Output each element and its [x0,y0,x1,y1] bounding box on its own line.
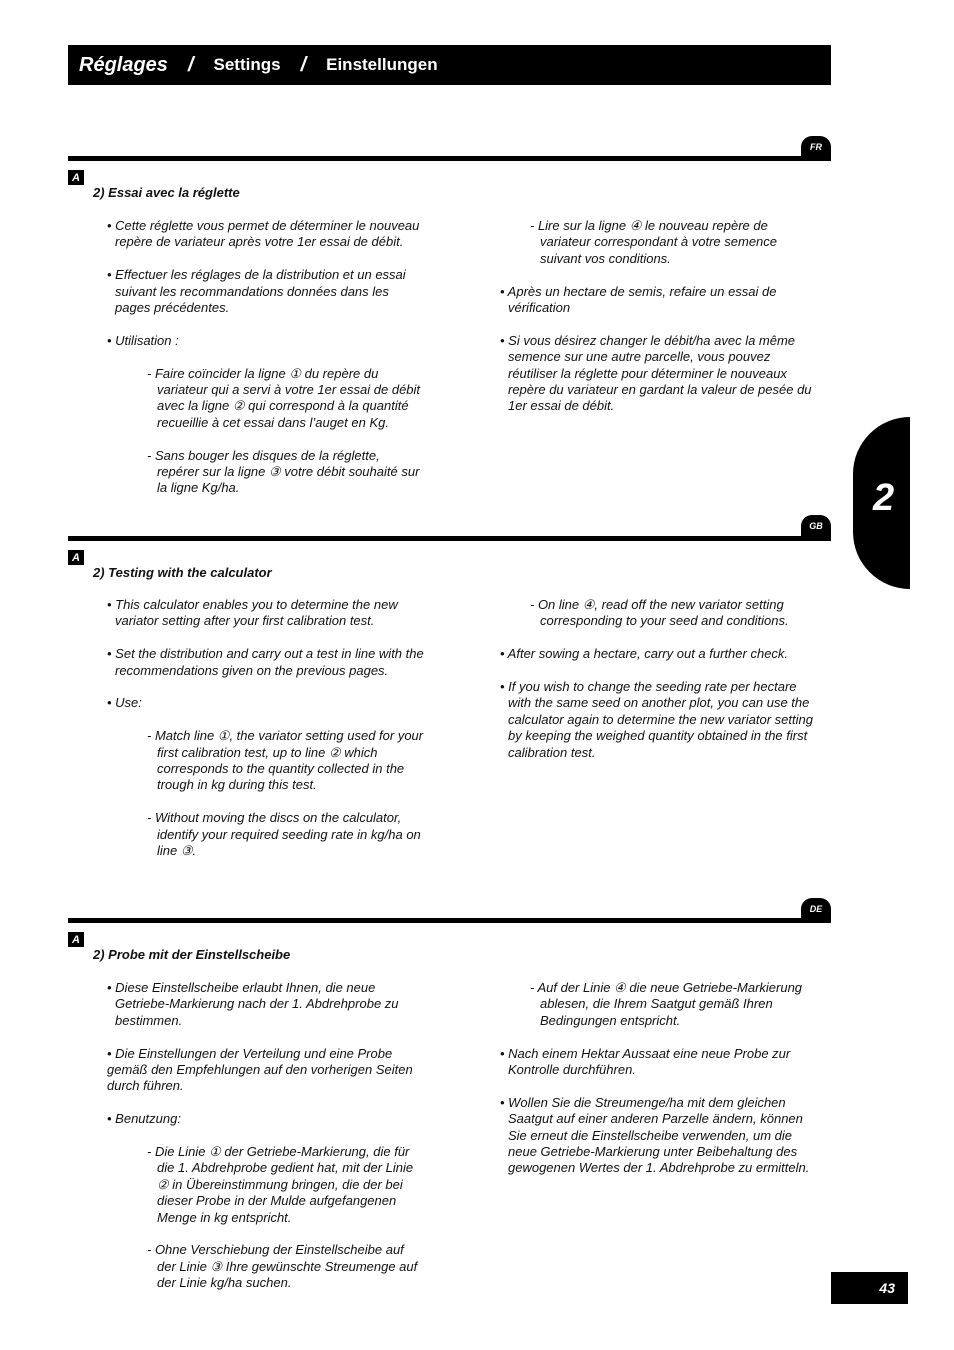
subtitle-fr: 2) Essai avec la réglette [93,185,240,200]
subtitle-gb: 2) Testing with the calculator [93,565,272,580]
section-letter-gb: A [68,550,84,565]
paragraph: - Ohne Verschiebung der Einstellscheibe auf der Linie ③ Ihre gewünschte Streumenge auf der Linie kg/ha suchen. [147,1242,418,1291]
paragraph: - Die Linie ① der Getriebe-Markierung, die für die 1. Abdrehprobe gedient hat, mit der Linie ② in Übereinstimmung bringen, die der bei dieser Probe in der Mulde aufgefangenen Menge in kg entspricht. [147,1144,414,1225]
column-right-fr [500,218,818,431]
column-left-de [107,980,425,1308]
header-title-fr: Réglages [79,53,168,76]
subtitle-de: 2) Probe mit der Einstellscheibe [93,947,291,962]
paragraph: - Lire sur la ligne ④ le nouveau repère de variateur correspondant à votre semence suivant vos conditions. [530,218,778,266]
paragraph: • This calculator enables you to determine the new variator setting after your first calibration test. [107,597,398,629]
section-rule-de [68,918,831,923]
paragraph: • Cette réglette vous permet de déterminer le nouveau repère de variateur après votre 1er essai de débit. [107,218,420,250]
chapter-tab [853,417,910,589]
chapter-number: 2 [873,477,895,519]
paragraph: • Set the distribution and carry out a test in line with the recommendations given on the previous pages. [107,646,424,678]
paragraph: • Diese Einstellscheibe erlaubt Ihnen, die neue Getriebe-Markierung nach der 1. Abdrehprobe zu bestimmen. [107,980,399,1028]
paragraph: • If you wish to change the seeding rate per hectare with the same seed on another plot, you can use the calculator again to determine the new variator setting by keeping the weighed quantity obtained in the first calibration test. [500,679,813,760]
paragraph: • Benutzung: [107,1111,181,1127]
paragraph: • Die Einstellungen der Verteilung und eine Probe gemäß den Empfehlungen auf den vorherigen Seiten durch führen. [107,1045,413,1094]
paragraph: - Without moving the discs on the calculator, identify your required seeding rate in kg/ha on line ③. [147,810,421,859]
section-rule-fr [68,156,831,161]
column-right-de [500,980,818,1193]
paragraph: • Use: [107,695,142,711]
lang-badge-gb: GB [801,515,831,537]
section-rule-gb [68,536,831,541]
paragraph: - Auf der Linie ④ die neue Getriebe-Markierung ablesen, die Ihrem Saatgut gemäß Ihren Bedingungen entspricht. [530,980,803,1028]
section-letter-de: A [68,932,84,947]
column-left-fr [107,218,425,513]
paragraph: - Match line ①, the variator setting used for your first calibration test, up to line ② which corresponds to the quantity collected in the trough in kg during this test. [147,728,424,793]
lang-badge-fr: FR [801,136,831,158]
page-number: 43 [831,1272,908,1304]
column-left-gb [107,597,425,876]
paragraph: • Utilisation : [107,332,179,348]
header-title-en: Settings [213,55,281,74]
column-right-gb [500,597,818,777]
paragraph: • Nach einem Hektar Aussaat eine neue Probe zur Kontrolle durchführen. [500,1045,791,1078]
page-header [68,45,831,85]
paragraph: • Après un hectare de semis, refaire un essai de vérification [500,283,777,316]
paragraph: - Faire coïncider la ligne ① du repère du variateur qui a servi à votre 1er essai de débit avec la ligne ② qui correspond à la quantité recueillie à cet essai dans l’auget en Kg. [147,365,421,430]
paragraph: - On line ④, read off the new variator setting corresponding to your seed and conditions. [530,597,789,629]
lang-badge-de: DE [801,898,831,920]
paragraph: • Si vous désirez changer le débit/ha avec la même semence sur une autre parcelle, vous pouvez réutiliser la réglette pour déterminer le nouveaux repère du variateur en gardant la valeur de pesée du 1er essai de débit. [500,332,812,414]
paragraph: - Sans bouger les disques de la réglette, repérer sur la ligne ③ votre débit souhaité sur la ligne Kg/ha. [147,447,420,496]
section-letter-fr: A [68,170,84,185]
paragraph: • Wollen Sie die Streumenge/ha mit dem gleichen Saatgut auf einer anderen Parzelle ändern, können Sie erneut die Einstellscheibe verwenden, um die neue Getriebe-Markierung unter Beibehaltung des gewogenen Wertes der 1. Abdrehprobe zu ermitteln. [500,1094,810,1176]
paragraph: • Effectuer les réglages de la distribution et un essai suivant les recommandations données dans les pages précédentes. [107,267,406,316]
paragraph: • After sowing a hectare, carry out a further check. [500,646,789,662]
header-separator: / [187,53,194,76]
header-separator: / [300,53,307,76]
header-title-de: Einstellungen [326,55,438,74]
